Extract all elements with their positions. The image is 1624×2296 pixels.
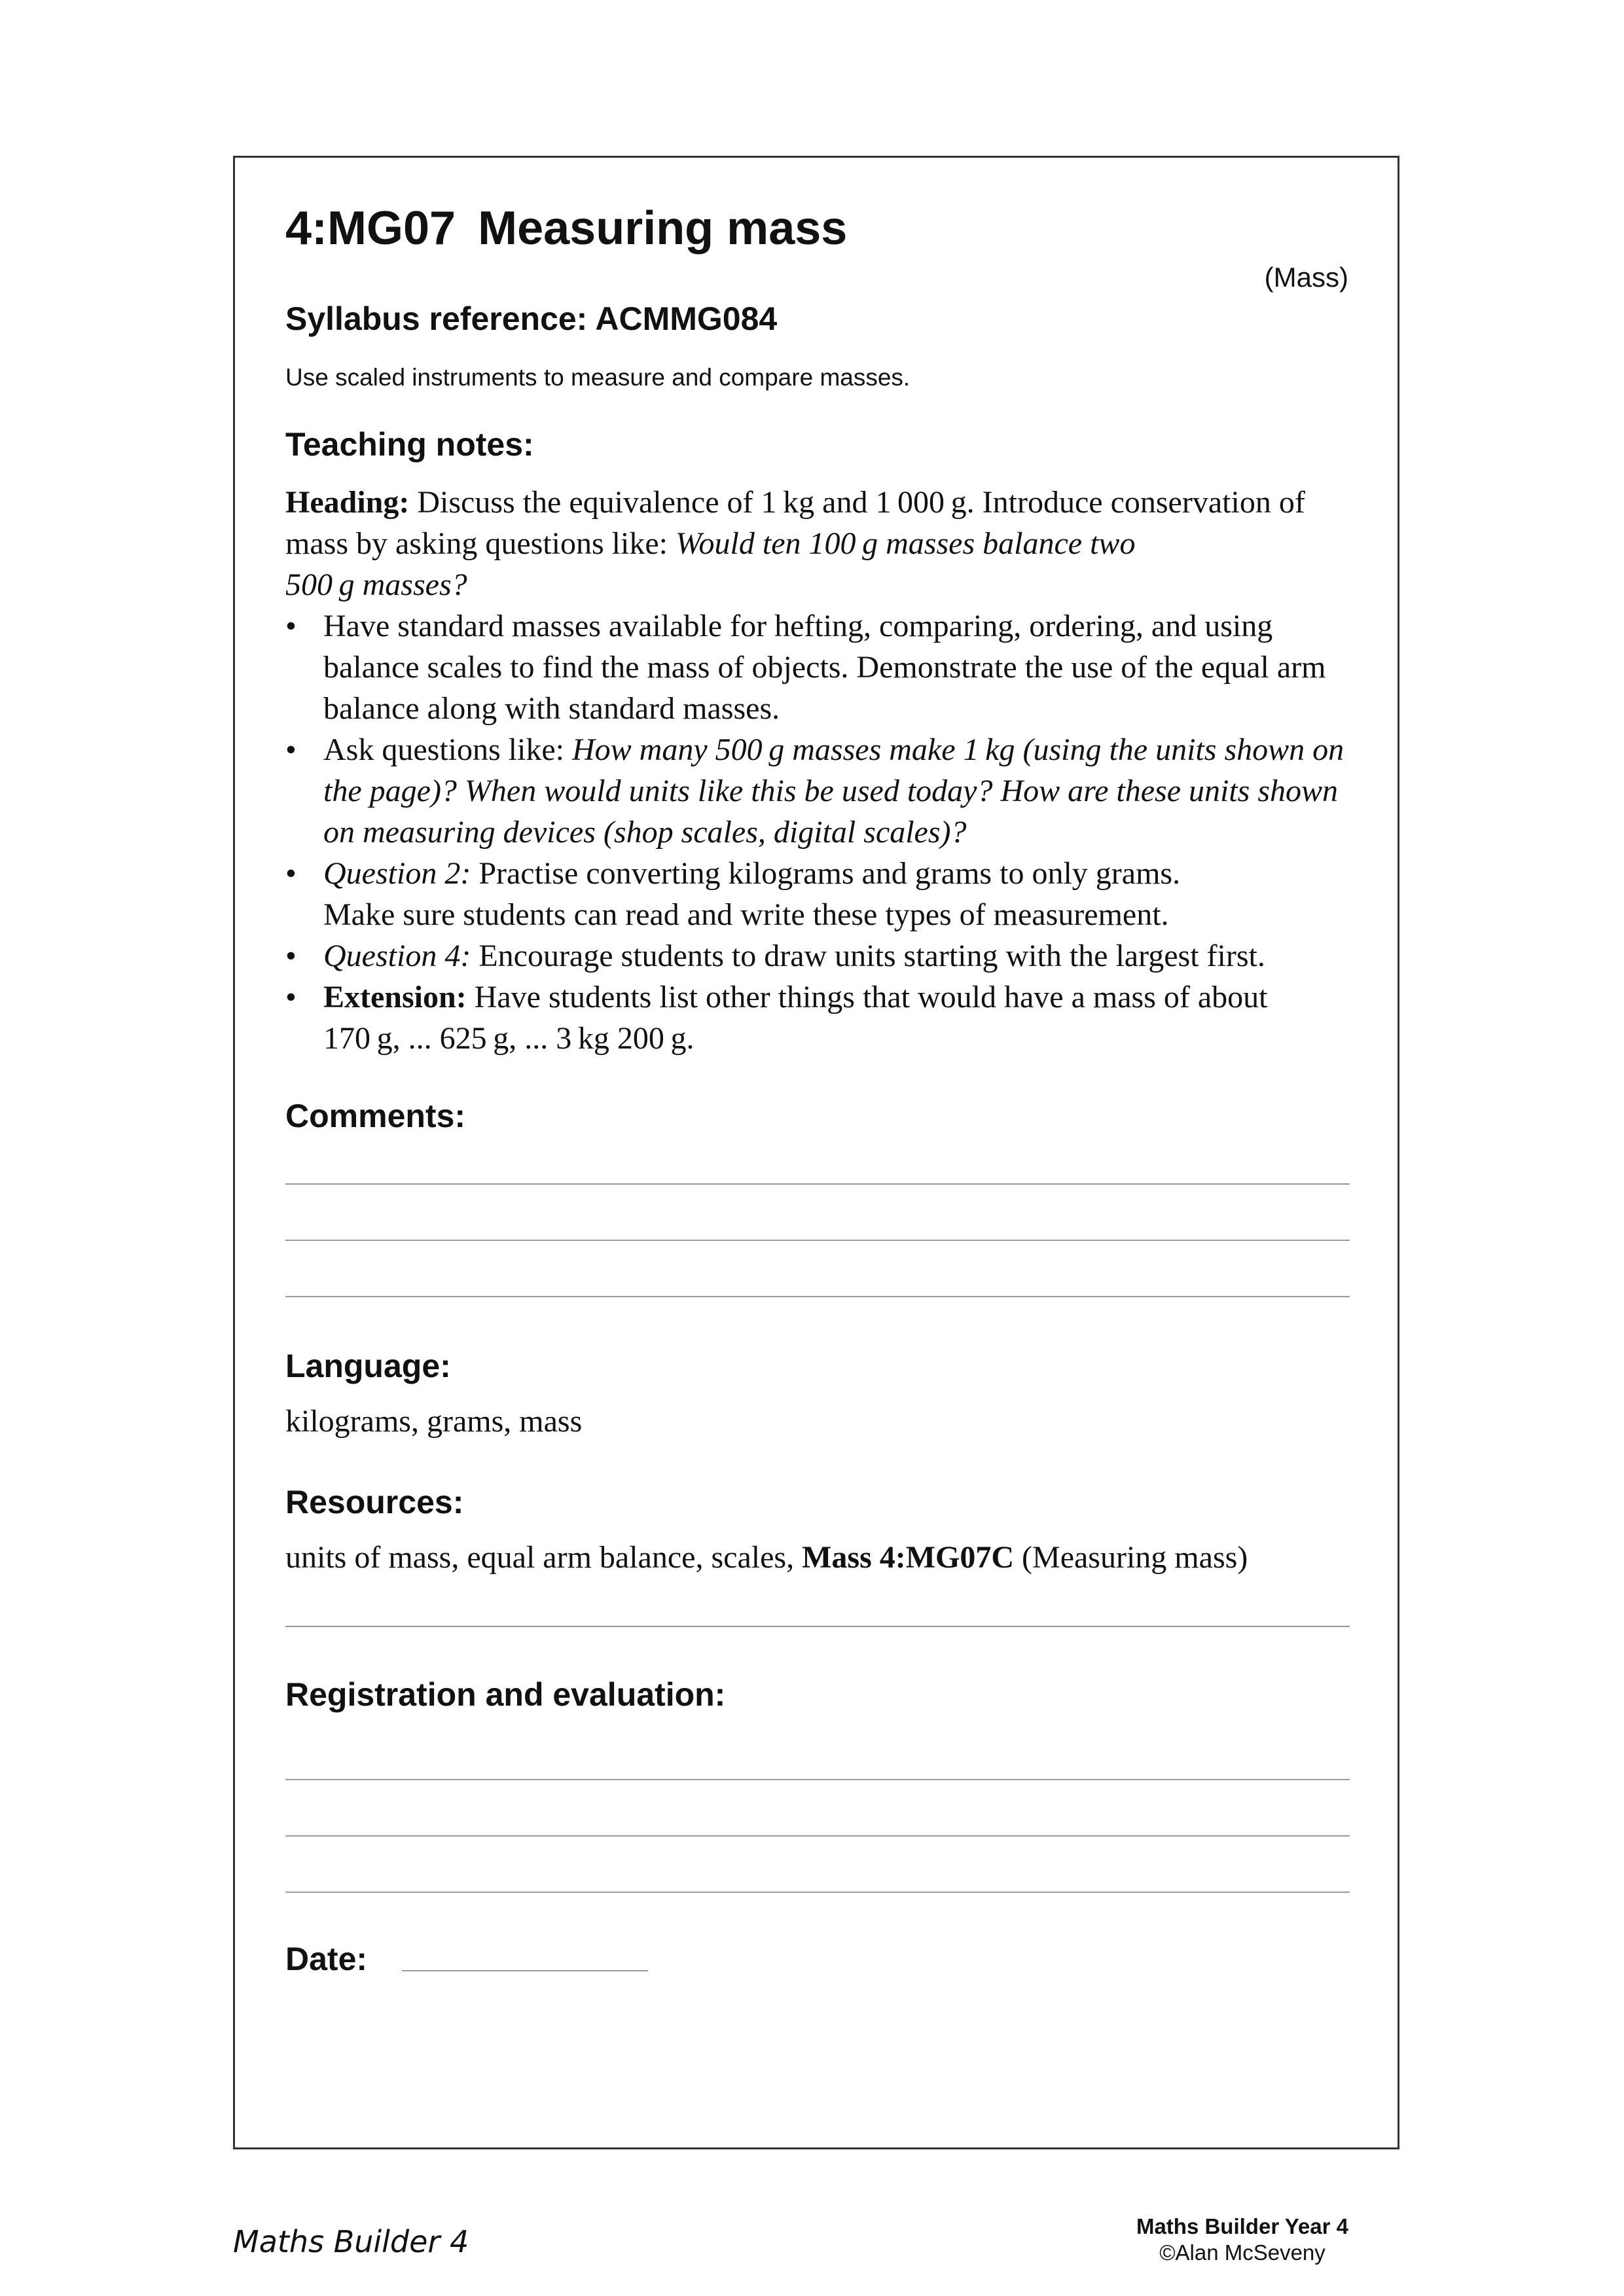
registration-line-3[interactable] <box>285 1892 1350 1893</box>
page-title <box>285 202 847 255</box>
notes-bullet-list <box>285 605 1359 1059</box>
bullet-4-text: Encourage students to draw units starting with the largest first. <box>471 939 1265 973</box>
resources-line[interactable] <box>285 1626 1350 1627</box>
resources-worksheet-ref: Mass 4:MG07C <box>802 1540 1015 1575</box>
comments-heading: Comments: <box>285 1098 466 1134</box>
comments-line-2[interactable] <box>285 1240 1350 1241</box>
bullet-3-text-1: Practise converting kilograms and grams to only grams. <box>471 856 1181 891</box>
bullet-5-text-2: 170 g, ... 625 g, ... 3 kg 200 g. <box>323 1021 695 1056</box>
footer-copyright: ©Alan McSeveny <box>1159 2240 1326 2265</box>
notes-intro-question-1: Would ten 100 g masses balance two <box>675 526 1136 561</box>
footer-credit <box>1136 2214 1348 2266</box>
strand-label: (Mass) <box>1264 262 1348 293</box>
syllabus-reference: Syllabus reference: ACMMG084 <box>285 300 778 337</box>
bullet-3-label: Question 2: <box>323 856 471 891</box>
registration-line-1[interactable] <box>285 1779 1350 1780</box>
bullet-2-lead: Ask questions like: <box>323 732 572 767</box>
teaching-notes-heading: Teaching notes: <box>285 426 534 463</box>
bullet-2-questions: How many 500 g masses make 1 kg (using the units shown on the page)? When would units like this be used today? How are these units shown on measuring devices (shop scales, digital scales)? <box>323 732 1344 850</box>
list-item <box>285 977 1359 1059</box>
language-heading: Language: <box>285 1348 451 1384</box>
teaching-notes-body <box>285 482 1359 1059</box>
comments-line-3[interactable] <box>285 1296 1350 1297</box>
lesson-title: Measuring mass <box>478 202 848 255</box>
footer-series-title: Maths Builder Year 4 <box>1136 2214 1348 2238</box>
resources-text-end: (Measuring mass) <box>1014 1540 1248 1575</box>
bullet-3-text-2: Make sure students can read and write these types of measurement. <box>323 897 1169 932</box>
notes-intro-question-2: 500 g masses? <box>285 567 467 602</box>
bullet-4-label: Question 4: <box>323 939 471 973</box>
footer-book-title: Maths Builder 4 <box>233 2224 469 2259</box>
notes-intro <box>285 482 1359 605</box>
bullet-5-label: Extension: <box>323 980 467 1014</box>
bullet-1-text: Have standard masses available for hefting, comparing, ordering, and using balance scales to find the mass of objects. Demonstrate the use of the equal arm balance along with standard masses. <box>323 609 1326 726</box>
date-field-line[interactable] <box>402 1970 648 1971</box>
registration-heading: Registration and evaluation: <box>285 1676 726 1713</box>
lesson-code: 4:MG07 <box>285 202 456 255</box>
list-item <box>285 605 1359 729</box>
date-label: Date: <box>285 1941 368 1977</box>
resources-heading: Resources: <box>285 1484 464 1520</box>
registration-line-2[interactable] <box>285 1835 1350 1837</box>
comments-line-1[interactable] <box>285 1183 1350 1185</box>
syllabus-description: Use scaled instruments to measure and compare masses. <box>285 364 911 391</box>
notes-intro-text: Discuss the equivalence of 1 kg and 1 000 g. Introduce conservation of mass by asking questions like: <box>285 485 1305 561</box>
list-item <box>285 935 1359 977</box>
list-item <box>285 729 1359 853</box>
notes-intro-label: Heading: <box>285 485 410 520</box>
list-item <box>285 853 1359 935</box>
bullet-5-text-1: Have students list other things that would have a mass of about <box>466 980 1268 1014</box>
language-text: kilograms, grams, mass <box>285 1404 583 1439</box>
resources-text <box>285 1539 1248 1575</box>
resources-text-start: units of mass, equal arm balance, scales, <box>285 1540 803 1575</box>
